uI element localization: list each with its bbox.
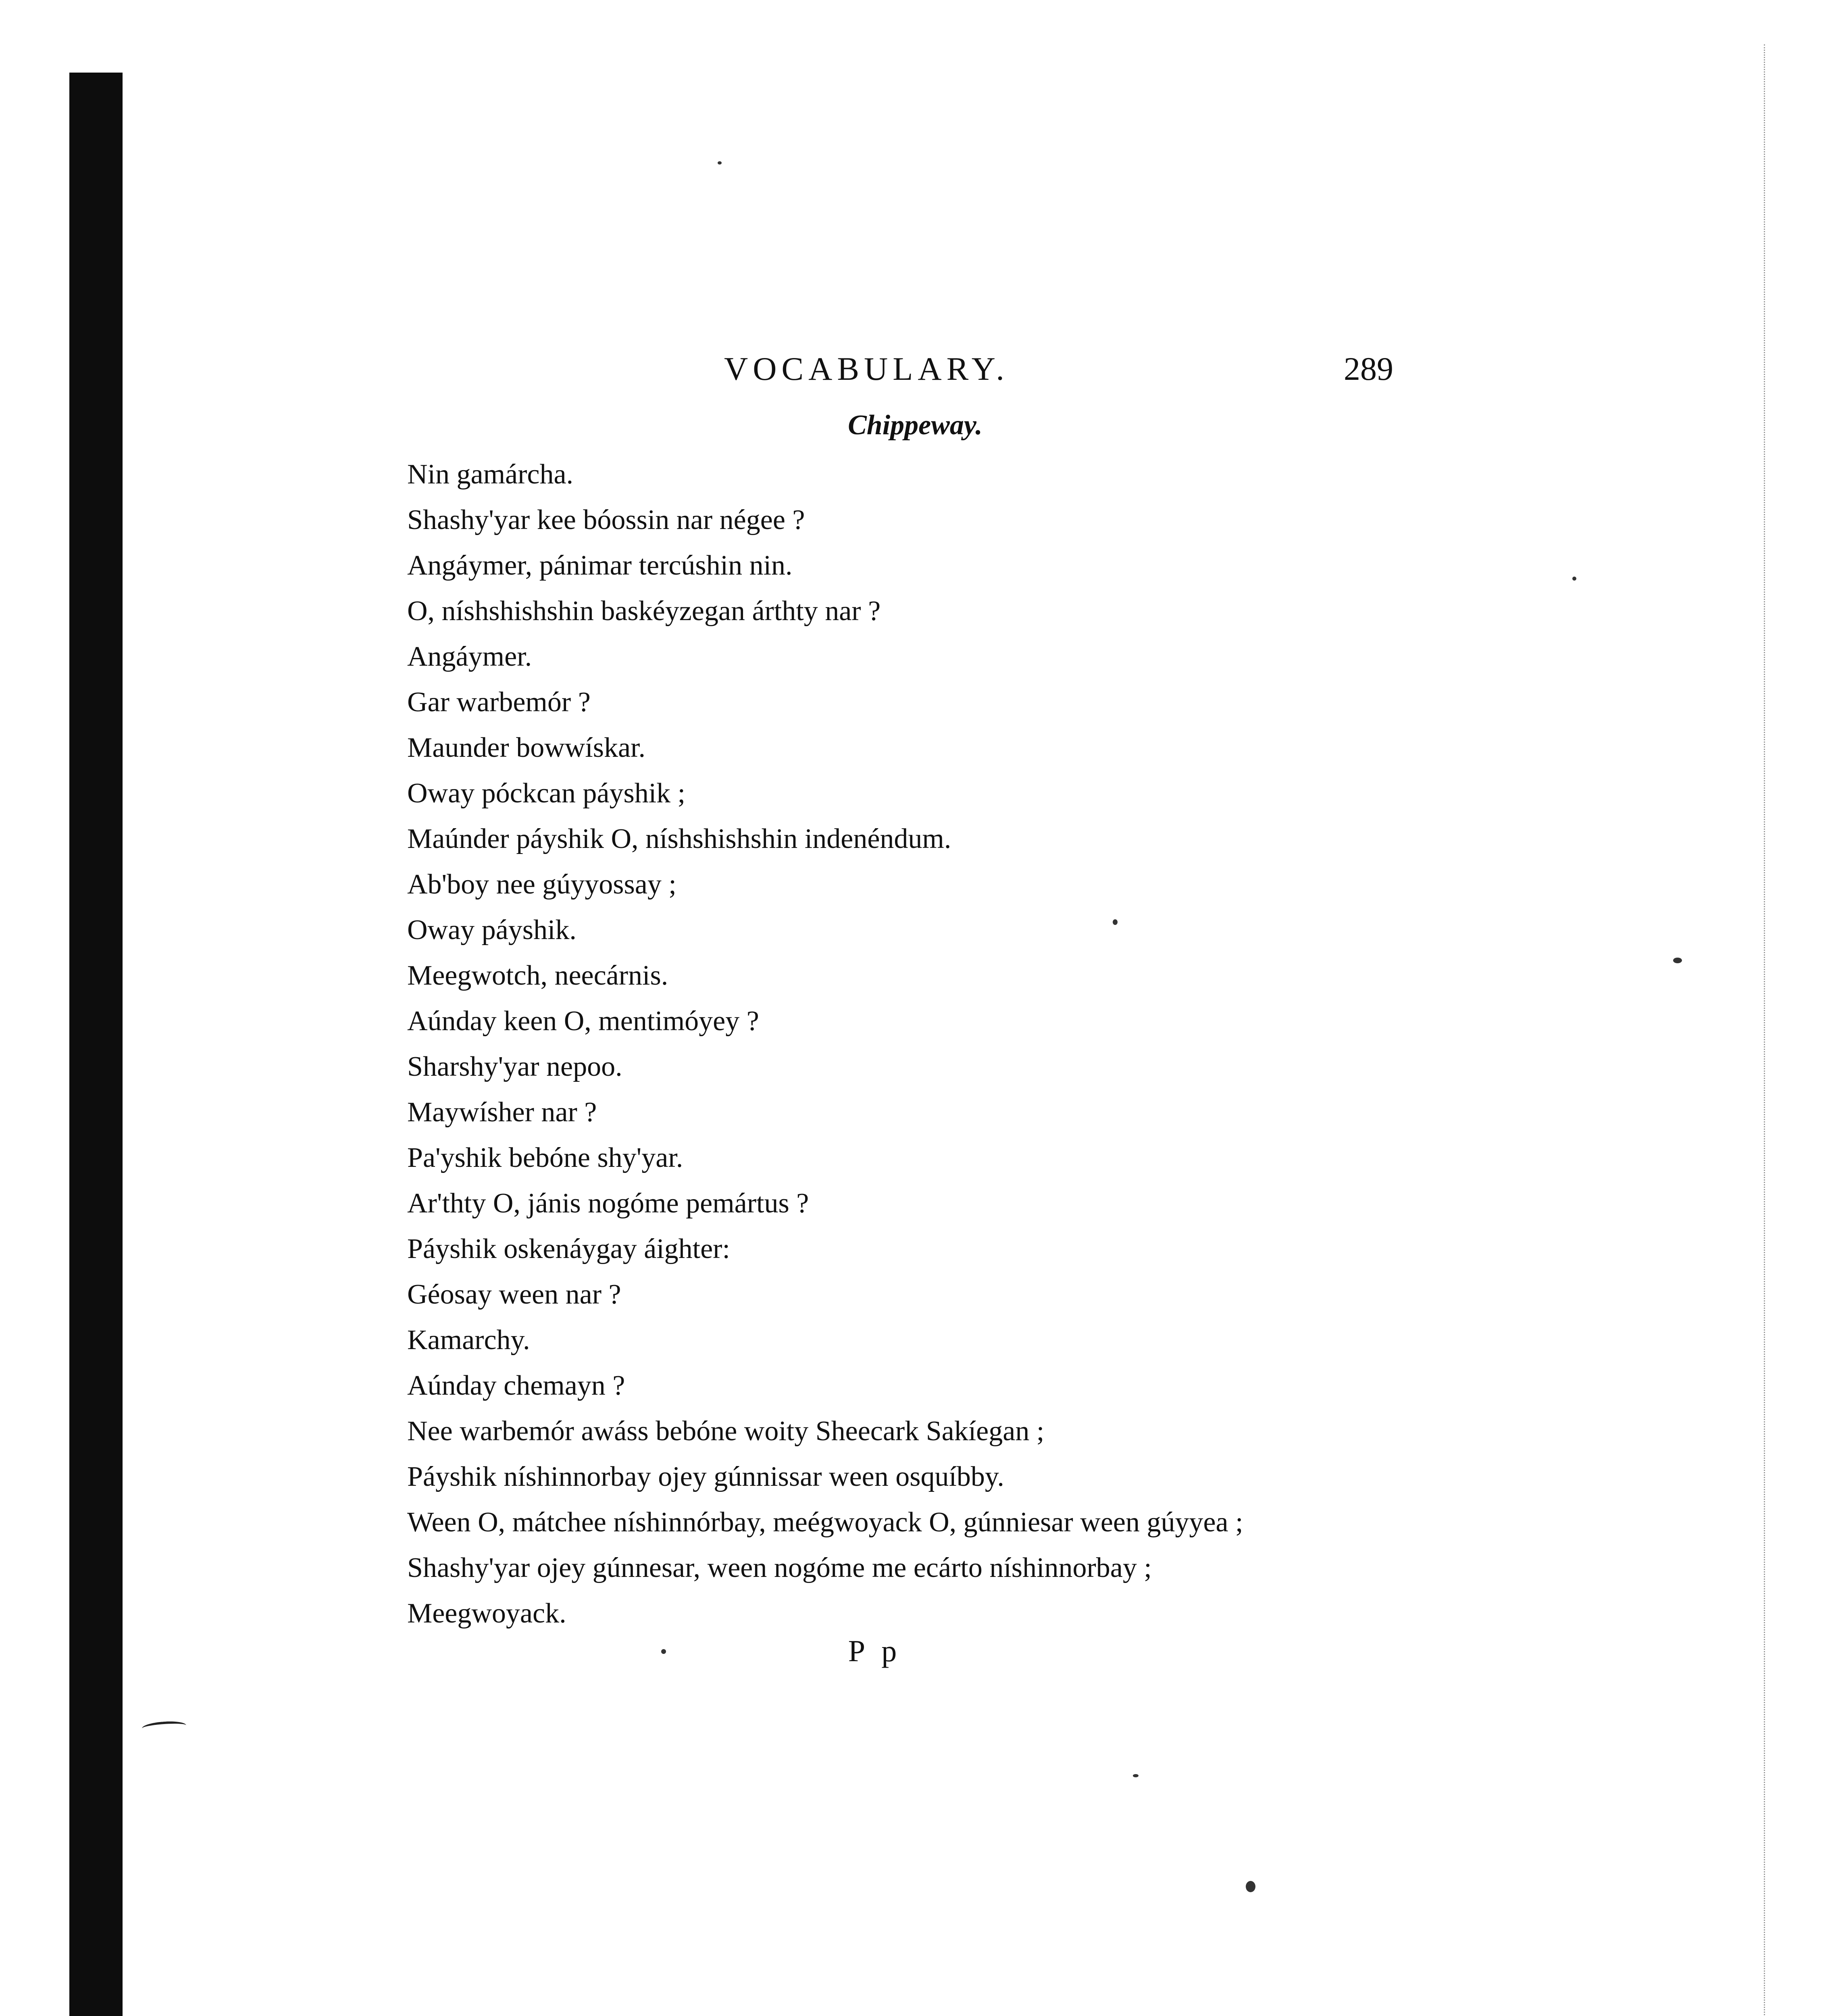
- vocabulary-line: Páyshik oskenáygay áighter:: [407, 1233, 730, 1264]
- vocabulary-line: Angáymer, pánimar tercúshin nin.: [407, 550, 793, 581]
- vocabulary-line: O, níshshishshin baskéyzegan árthty nar ?: [407, 596, 881, 627]
- ink-speck: [1246, 1881, 1255, 1892]
- vocabulary-line: Aúnday chemayn ?: [407, 1370, 625, 1401]
- page-edge: [1764, 44, 1765, 2016]
- vocabulary-line: Pa'yshik bebóne shy'yar.: [407, 1142, 683, 1173]
- vocabulary-line: Géosay ween nar ?: [407, 1279, 621, 1310]
- margin-mark: [142, 1720, 187, 1734]
- vocabulary-line: Maúnder páyshik O, níshshishshin indenéndum.: [407, 823, 951, 854]
- vocabulary-line: Maywísher nar ?: [407, 1097, 597, 1128]
- section-heading: Chippeway.: [848, 410, 982, 441]
- vocabulary-line: Gar warbemór ?: [407, 687, 591, 718]
- vocabulary-line: Shashy'yar kee bóossin nar négee ?: [407, 504, 805, 535]
- vocabulary-line: Sharshy'yar nepoo.: [407, 1051, 622, 1082]
- vocabulary-line: Páyshik níshinnorbay ojey gúnnissar ween osquíbby.: [407, 1461, 1004, 1492]
- ink-speck: [1133, 1774, 1139, 1777]
- running-title: VOCABULARY.: [724, 350, 1009, 387]
- vocabulary-line: Oway póckcan páyshik ;: [407, 778, 686, 809]
- vocabulary-line: Kamarchy.: [407, 1325, 530, 1356]
- vocabulary-line: Maunder bowwískar.: [407, 732, 646, 763]
- page-number: 289: [1344, 350, 1393, 387]
- page-header: [724, 345, 1393, 393]
- vocabulary-line: Nee warbemór awáss bebóne woity Sheecark Sakíegan ;: [407, 1416, 1045, 1447]
- ink-speck: [1572, 577, 1576, 581]
- binding-shadow: [69, 73, 123, 2016]
- vocabulary-line: Meegwotch, neecárnis.: [407, 960, 668, 991]
- ink-speck: [718, 161, 722, 165]
- vocabulary-line: Ab'boy nee gúyyossay ;: [407, 869, 677, 900]
- vocabulary-line: Shashy'yar ojey gúnnesar, ween nogóme me ecárto níshinnorbay ;: [407, 1552, 1152, 1583]
- ink-speck: [1673, 958, 1682, 963]
- signature-mark: P p: [848, 1634, 902, 1668]
- vocabulary-line: Oway páyshik.: [407, 914, 577, 946]
- vocabulary-line: Meegwoyack.: [407, 1598, 566, 1629]
- vocabulary-line: Ar'thty O, jánis nogóme pemártus ?: [407, 1188, 809, 1219]
- ink-speck: [661, 1649, 666, 1654]
- ink-speck: [1113, 919, 1118, 925]
- vocabulary-line: Aúnday keen O, mentimóyey ?: [407, 1006, 759, 1037]
- vocabulary-line: Ween O, mátchee níshinnórbay, meégwoyack O, gúnniesar ween gúyyea ;: [407, 1507, 1243, 1538]
- vocabulary-list: [407, 452, 1415, 1636]
- vocabulary-line: Angáymer.: [407, 641, 532, 672]
- vocabulary-line: Nin gamárcha.: [407, 459, 574, 490]
